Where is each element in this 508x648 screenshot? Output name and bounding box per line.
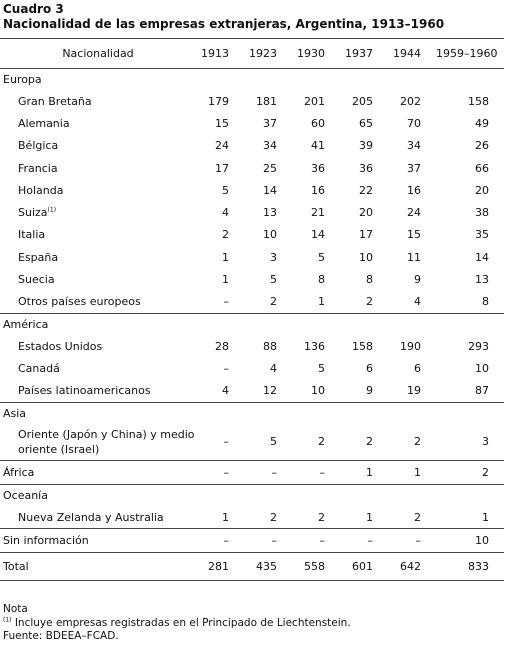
value-cell: 14 [311,228,325,242]
value-cell: 601 [340,553,388,581]
row-label-text: Suiza [18,206,48,220]
value-cell: 1 [340,460,388,484]
header-1930: 1930 [292,39,340,69]
row-label-text: Bélgica [18,139,59,153]
value-cell: 2 [414,510,421,524]
row-label [0,529,196,553]
row-label-text: Sin información [3,534,89,548]
value-cell: 4 [414,295,421,309]
group-label: Oceanía [0,484,504,506]
value-cell: 10 [359,250,373,264]
value-cell: – [244,529,292,553]
value-cell: 4 [222,384,229,398]
row-label [0,335,196,357]
value-cell: 16 [407,183,421,197]
row-label [0,179,196,201]
row-label-text: Países latinoamericanos [18,384,151,398]
value-cell: 8 [482,295,489,309]
table-caption [3,2,444,32]
value-cell: 202 [400,94,421,108]
caption-title: Nacionalidad de las empresas extranjeras, Argentina, 1913–1960 [3,17,445,31]
value-cell: 16 [311,183,325,197]
value-cell: 87 [475,384,489,398]
value-cell: 833 [436,553,504,581]
value-cell: 293 [468,339,489,353]
value-cell: 281 [196,553,244,581]
footnote-mark: (1) [3,616,12,623]
table-row [0,424,504,461]
value-cell: 15 [215,116,229,130]
value-cell: 41 [311,139,325,153]
value-cell: 24 [215,139,229,153]
value-cell: 26 [475,139,489,153]
value-cell: 5 [318,250,325,264]
row-label-text: Gran Bretaña [18,94,92,108]
value-cell: 9 [414,273,421,287]
value-cell: 60 [311,116,325,130]
row-label [0,201,196,223]
table-row [0,179,504,201]
row-label [0,506,196,529]
row-label-text: Nueva Zelanda y Australia [18,510,164,524]
table-row [0,268,504,290]
value-cell: 21 [311,206,325,220]
value-cell: 49 [475,116,489,130]
header-1937: 1937 [340,39,388,69]
header-row [0,39,504,69]
value-cell: 25 [263,161,277,175]
table-row [0,135,504,157]
value-cell: 2 [318,435,325,449]
source-line: Fuente: BDEEA–FCAD. [3,630,119,642]
value-cell: 558 [292,553,340,581]
value-cell: 136 [304,339,325,353]
value-cell: 65 [359,116,373,130]
header-1944: 1944 [388,39,436,69]
table-row [0,246,504,268]
row-label-text: España [18,250,59,264]
value-cell: 22 [359,183,373,197]
value-cell: 8 [366,273,373,287]
row-label [0,424,196,461]
value-cell: 1 [222,250,229,264]
row-label [0,460,196,484]
value-cell: 19 [407,384,421,398]
row-label [0,157,196,179]
value-cell: – [388,529,436,553]
value-cell: 70 [407,116,421,130]
value-cell: 20 [359,206,373,220]
value-cell: 14 [475,250,489,264]
africa-row [0,460,504,484]
value-cell: 15 [407,228,421,242]
value-cell: 3 [270,250,277,264]
footnote [3,617,351,631]
row-label-text: Holanda [18,183,64,197]
value-cell: 13 [475,273,489,287]
notes-heading: Nota [3,603,28,615]
row-label-text: Total [3,560,29,574]
row-label-text: Oriente (Japón y China) y medio oriente (Israel) [18,427,195,456]
table-row [0,335,504,357]
value-cell: 5 [270,435,277,449]
value-cell: 2 [366,435,373,449]
value-cell: 17 [359,228,373,242]
value-cell: 190 [400,339,421,353]
table-row [0,112,504,134]
value-cell: 1 [482,510,489,524]
value-cell: 9 [366,384,373,398]
group-row [0,402,504,424]
table-row [0,291,504,314]
value-cell: – [196,529,244,553]
value-cell: 36 [311,161,325,175]
value-cell: 14 [263,183,277,197]
table-row [0,90,504,112]
value-cell: 5 [270,273,277,287]
value-cell: 4 [270,361,277,375]
row-label-text: Suecia [18,273,55,287]
value-cell: 1 [222,273,229,287]
value-cell: 66 [475,161,489,175]
header-nacionalidad: Nacionalidad [0,39,196,69]
value-cell: – [292,460,340,484]
row-label [0,268,196,290]
group-row [0,69,504,91]
value-cell: 34 [263,139,277,153]
row-label [0,380,196,403]
row-label [0,135,196,157]
group-label: Europa [3,73,42,86]
row-label-text: Italia [18,228,46,242]
header-1959-1960: 1959–1960 [436,39,504,69]
value-cell: 158 [468,94,489,108]
value-cell: – [223,435,229,449]
value-cell: 6 [414,361,421,375]
value-cell: 6 [366,361,373,375]
row-label-text: Francia [18,161,58,175]
value-cell: 5 [222,183,229,197]
value-cell: 2 [436,460,504,484]
value-cell: – [223,361,229,375]
value-cell: 2 [318,510,325,524]
group-row [0,313,504,335]
value-cell: 10 [311,384,325,398]
table-row [0,380,504,403]
value-cell: 1 [388,460,436,484]
value-cell: 39 [359,139,373,153]
value-cell: – [196,460,244,484]
value-cell: 10 [475,361,489,375]
value-cell: 1 [318,295,325,309]
value-cell: – [340,529,388,553]
table-row [0,201,504,223]
value-cell: 17 [215,161,229,175]
header-1923: 1923 [244,39,292,69]
value-cell: 11 [407,250,421,264]
value-cell: 2 [270,510,277,524]
row-label [0,246,196,268]
row-label-text: Alemania [18,116,70,130]
value-cell: 20 [475,183,489,197]
table-row [0,357,504,379]
value-cell: 24 [407,206,421,220]
row-label-text: África [3,465,35,479]
value-cell: 2 [414,435,421,449]
value-cell: 158 [352,339,373,353]
row-label [0,112,196,134]
value-cell: 179 [208,94,229,108]
table-row [0,506,504,529]
row-label [0,357,196,379]
value-cell: 642 [388,553,436,581]
value-cell: 12 [263,384,277,398]
value-cell: 3 [482,435,489,449]
sin-informacion-row [0,529,504,553]
value-cell: 435 [244,553,292,581]
value-cell: 2 [222,228,229,242]
table-row [0,157,504,179]
data-table [0,38,504,581]
value-cell: 36 [359,161,373,175]
value-cell: 2 [366,295,373,309]
value-cell: 35 [475,228,489,242]
value-cell: 1 [366,510,373,524]
value-cell: 34 [407,139,421,153]
value-cell: 28 [215,339,229,353]
caption-label: Cuadro 3 [3,2,64,16]
group-label: América [0,313,504,335]
value-cell: – [292,529,340,553]
footnote-text: Incluye empresas registradas en el Principado de Liechtenstein. [11,616,351,629]
table-row [0,224,504,246]
value-cell: 13 [263,206,277,220]
header-1913: 1913 [196,39,244,69]
row-label-text: Estados Unidos [18,339,103,353]
value-cell: – [244,460,292,484]
value-cell: 10 [263,228,277,242]
value-cell: – [223,295,229,309]
value-cell: 88 [263,339,277,353]
value-cell: 37 [407,161,421,175]
group-label: Asia [0,402,504,424]
value-cell: 205 [352,94,373,108]
value-cell: 10 [436,529,504,553]
value-cell: 5 [318,361,325,375]
row-label [0,553,196,581]
value-cell: 37 [263,116,277,130]
total-row [0,553,504,581]
notes [3,603,351,644]
value-cell: 201 [304,94,325,108]
value-cell: 181 [256,94,277,108]
value-cell: 38 [475,206,489,220]
row-label-text: Otros países europeos [18,295,141,309]
row-label [0,291,196,314]
group-row [0,484,504,506]
row-label [0,224,196,246]
table-body [0,69,504,581]
value-cell: 8 [318,273,325,287]
row-label-text: Canadá [18,361,60,375]
value-cell: 2 [270,295,277,309]
value-cell: 4 [222,206,229,220]
value-cell: 1 [222,510,229,524]
footnote-ref: (1) [47,206,57,214]
row-label [0,90,196,112]
